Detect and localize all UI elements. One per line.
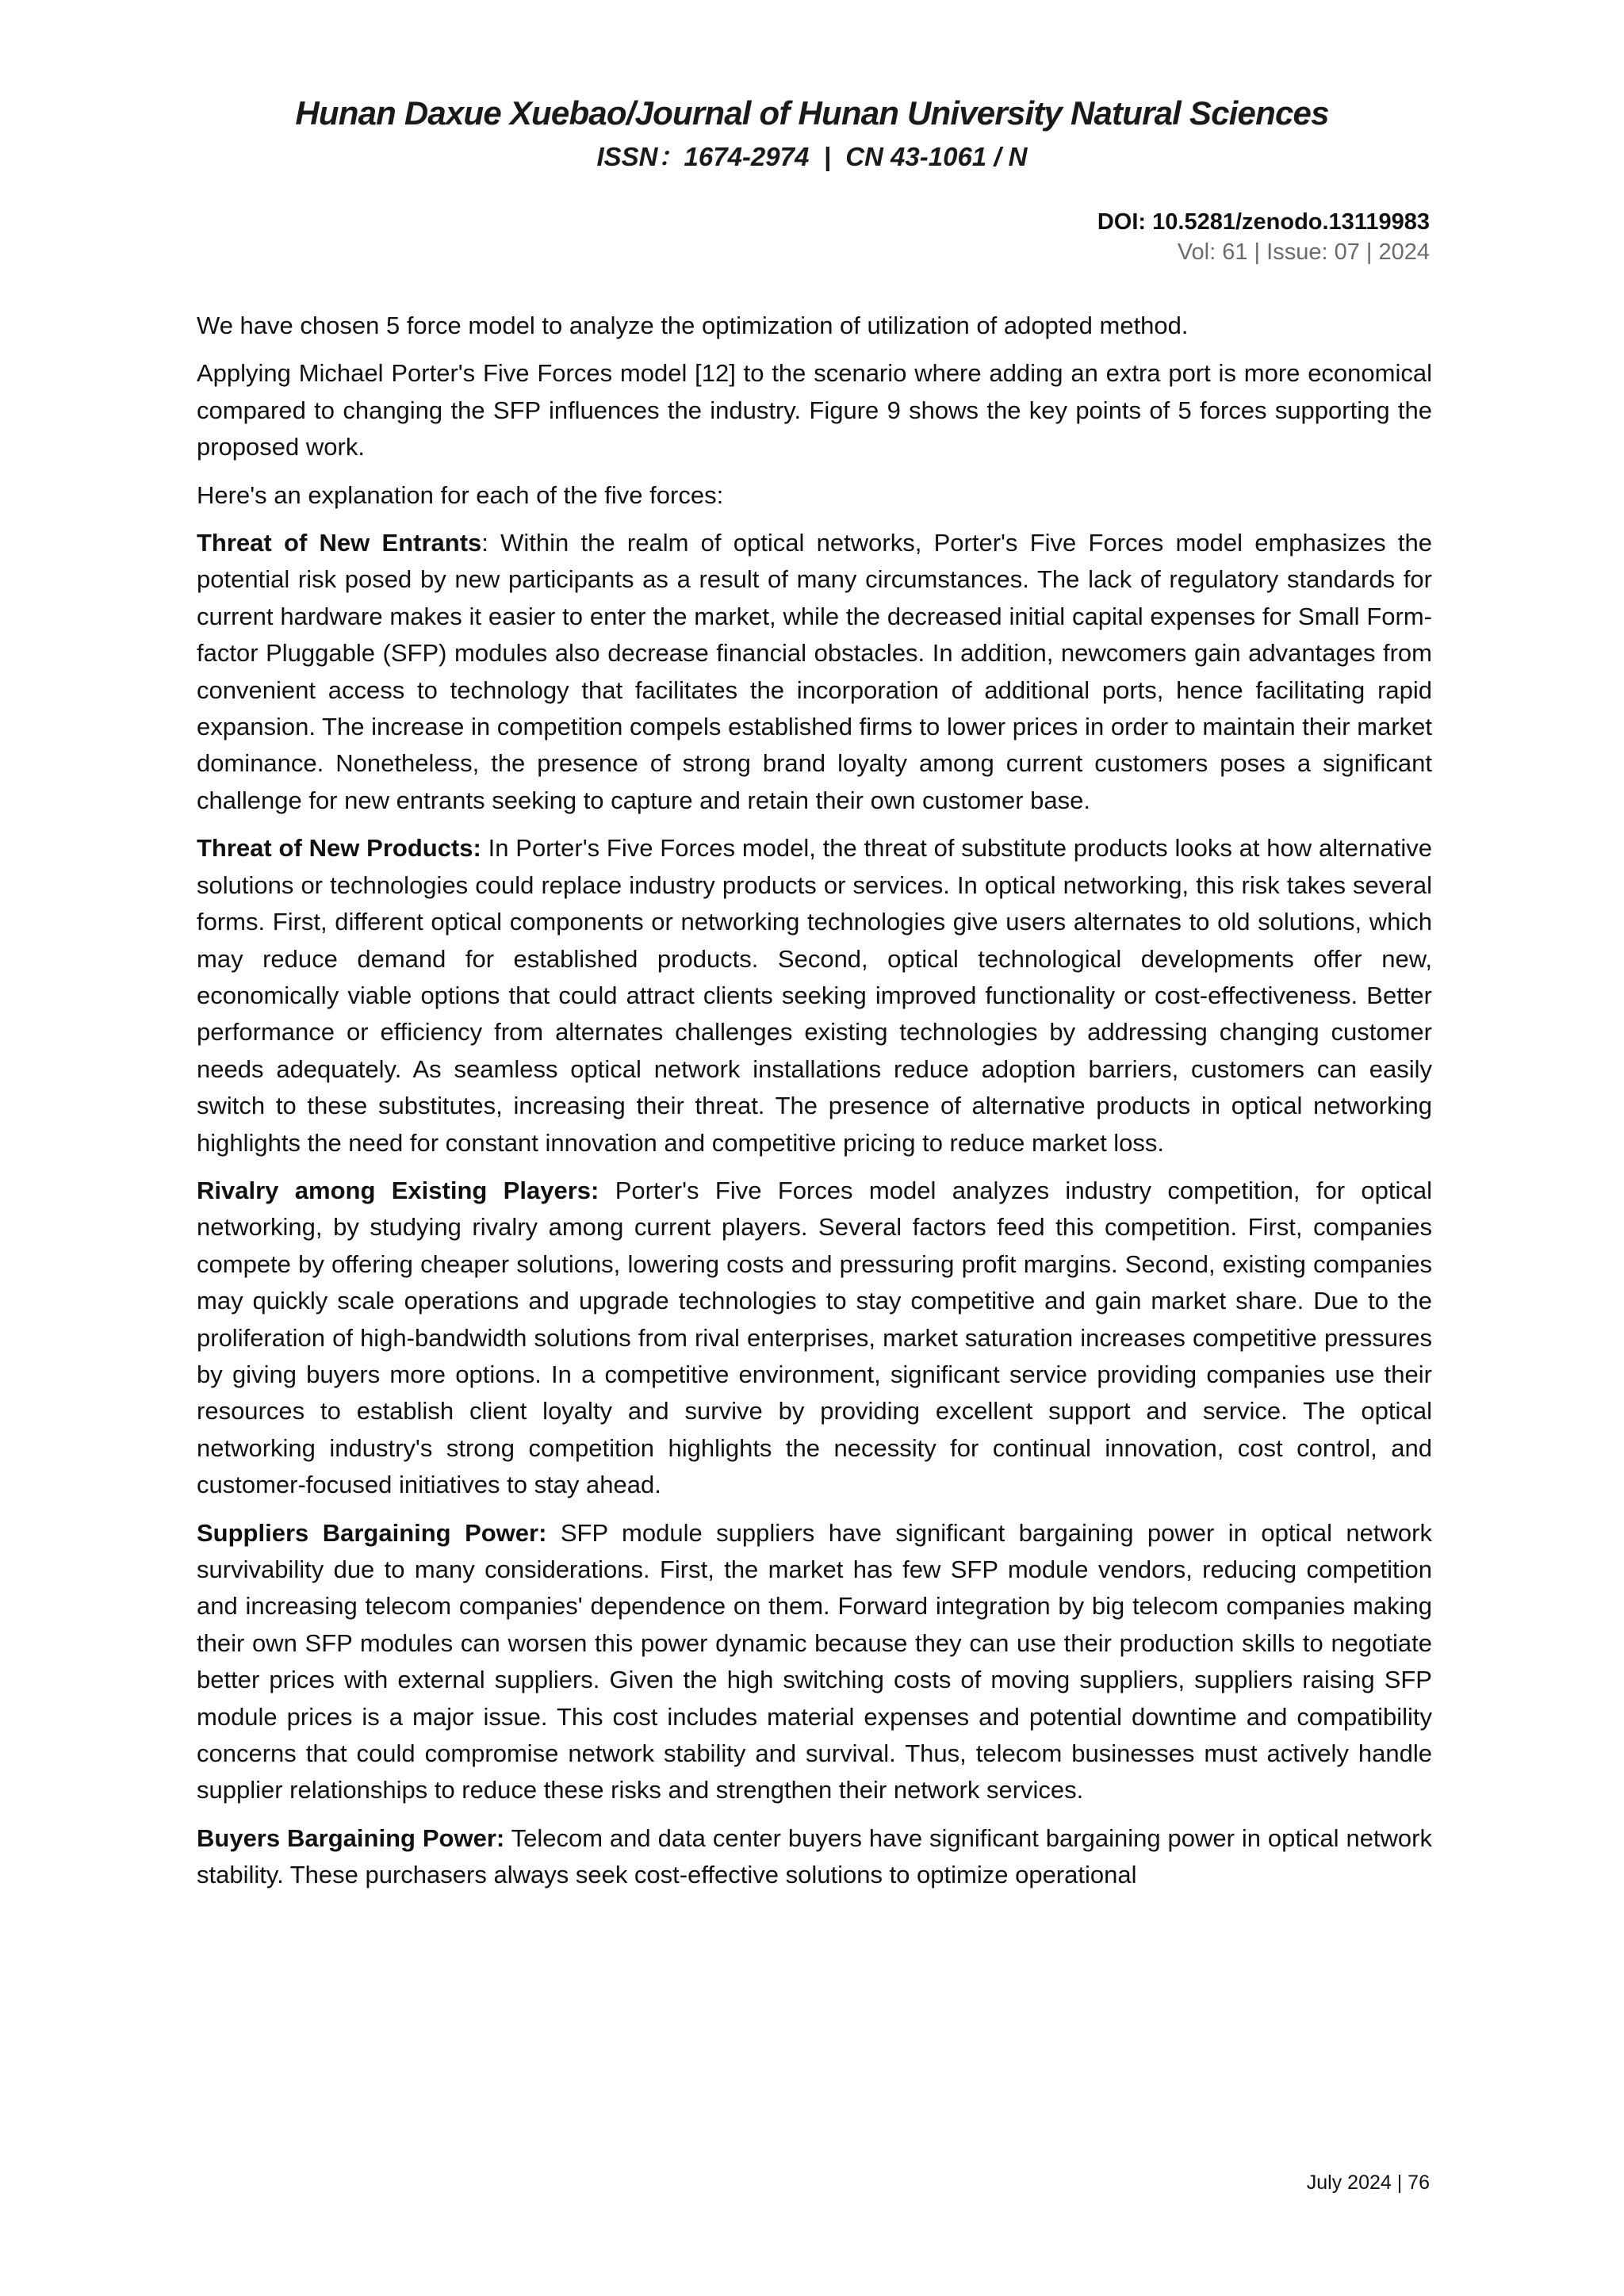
intro-paragraph: Applying Michael Porter's Five Forces model [12] to the scenario where adding an extra port is more economical compared to changing the SFP influences the industry. Figure 9 shows the key points of 5 forces supporting the proposed work. [197,359,1432,461]
journal-title: Hunan Daxue Xuebao/Journal of Hunan University Natural Sciences [295,94,1329,132]
volume-issue-label: Vol: 61 | Issue: 07 | 2024 [1177,239,1430,265]
section-text: Telecom and data center buyers have significant bargaining power in optical network stability. These purchasers always seek cost-effective solutions to optimize operational [197,1823,1432,1889]
issn-line: ISSN：1674-2974 | CN 43-1061 / N [596,142,1028,171]
section-term: Buyers Bargaining Power: [197,1823,505,1852]
section-text: : Within the realm of optical networks, Porter's Five Forces model emphasizes the potential risk posed by new participants as a result of many circumstances. The lack of regulatory standards for current hardware makes it easier to enter the market, while the decreased initial capital expenses for Small Form-factor Pluggable (SFP) modules also decrease financial obstacles. In addition, newcomers gain advantages from convenient access to technology that facilitates the incorporation of additional ports, hence facilitating rapid expansion. The increase in competition compels established firms to lower prices in order to maintain their market dominance. Nonetheless, the presence of strong brand loyalty among current customers poses a significant challenge for new entrants seeking to capture and retain their own customer base. [197,529,1432,814]
section-suppliers-bargaining-power [197,1515,1432,1809]
article-body [197,308,1432,1905]
page-footer: July 2024 | 76 [1306,2172,1430,2194]
section-text: SFP module suppliers have significant bargaining power in optical network survivability due to many considerations. First, the market has few SFP module vendors, reducing competition and increasing telecom companies' dependence on them. Forward integration by big telecom companies making their own SFP modules can worsen this power dynamic because they can use their production skills to negotiate better prices with external suppliers. Given the high switching costs of moving suppliers, suppliers raising SFP module prices is a major issue. This cost includes material expenses and potential downtime and compatibility concerns that could compromise network stability and survival. Thus, telecom businesses must actively handle supplier relationships to reduce these risks and strengthen their network services. [197,1518,1432,1804]
doi-label: DOI: 10.5281/zenodo.13119983 [1097,209,1430,235]
section-term: Suppliers Bargaining Power: [197,1518,547,1547]
section-threat-new-entrants [197,525,1432,819]
section-rivalry-existing-players [197,1173,1432,1504]
section-term: Threat of New Entrants [197,529,482,557]
section-text: Porter's Five Forces model analyzes industry competition, for optical networking, by studying rivalry among current players. Several factors feed this competition. First, companies compete by offering cheaper solutions, lowering costs and pressuring profit margins. Second, existing companies may quickly scale operations and upgrade technologies to stay competitive and gain market share. Due to the proliferation of high-bandwidth solutions from rival enterprises, market saturation increases competitive pressures by giving buyers more options. In a competitive environment, significant service providing companies use their resources to establish client loyalty and survive by providing excellent support and service. The optical networking industry's strong competition highlights the necessity for continual innovation, cost control, and customer-focused initiatives to stay ahead. [197,1176,1432,1499]
section-buyers-bargaining-power [197,1820,1432,1894]
section-threat-new-products [197,830,1432,1161]
intro-paragraph: We have chosen 5 force model to analyze the optimization of utilization of adopted method. [197,312,1189,339]
intro-paragraph: Here's an explanation for each of the five forces: [197,480,724,509]
section-text: In Porter's Five Forces model, the threat of substitute products looks at how alternative solutions or technologies could replace industry products or services. In optical networking, this risk takes several forms. First, different optical components or networking technologies give users alternates to old solutions, which may reduce demand for established products. Second, optical technological developments offer new, economically viable options that could attract clients seeking improved functionality or cost-effectiveness. Better performance or efficiency from alternates challenges existing technologies by addressing changing customer needs adequately. As seamless optical network installations reduce adoption barriers, customers can easily switch to these substitutes, increasing their threat. The presence of alternative products in optical networking highlights the need for constant innovation and competitive pricing to reduce market loss. [197,834,1432,1157]
section-term: Threat of New Products: [197,834,481,863]
section-term: Rivalry among Existing Players: [197,1176,599,1204]
